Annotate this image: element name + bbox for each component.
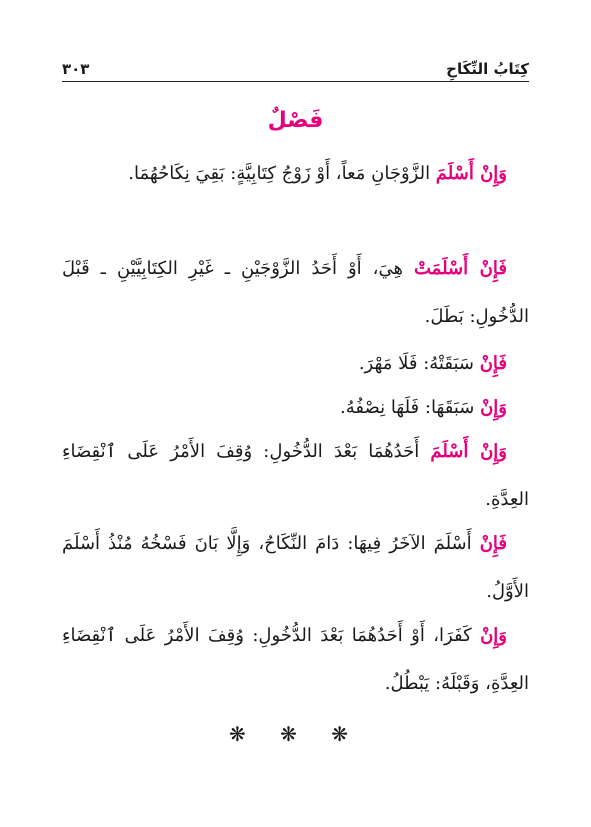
paragraph	[62, 428, 529, 524]
paragraph	[62, 340, 529, 388]
paragraph	[62, 384, 529, 432]
paragraph	[62, 150, 529, 198]
paragraph-keyword: وَإِنْ	[480, 625, 507, 646]
paragraph-text: هِيَ، أَوْ أَحَدُ الزَّوْجَيْنِ ـ غَيْرِ الكِتَابِيَّيْنِ ـ قَبْلَ الدُّخُولِ: بَطَلَ.	[62, 258, 529, 327]
paragraph-keyword: وَإِنْ أَسْلَمَ	[430, 441, 507, 462]
paragraph-text: أَسْلَمَ الآخَرُ فِيهَا: دَامَ النِّكَاحُ، وَإِلَّا بَانَ فَسْخُهُ مُنْذُ أَسْلَمَ الأَوَّلُ.	[62, 533, 529, 602]
section-end-ornament: ❋ ❋ ❋	[229, 722, 362, 746]
paragraph-text: سَبَقَتْهُ: فَلَا مَهْرَ.	[358, 353, 480, 374]
paragraph-text: أَحَدُهُمَا بَعْدَ الدُّخُولِ: وُقِفَ الأَمْرُ عَلَى ٱنْقِضَاءِ العِدَّةِ.	[62, 441, 529, 510]
section-heading: فَصْلٌ	[267, 108, 324, 133]
page-number: ٣٠٣	[62, 60, 90, 78]
book-title: كِتَابُ النِّكَاحِ	[446, 60, 529, 78]
paragraph-text: سَبَقَهَا: فَلَهَا نِصْفُهُ.	[340, 397, 481, 418]
paragraph-text: الزَّوْجَانِ مَعاً، أَوْ زَوْجُ كِتَابِيَّةٍ: بَقِيَ نِكَاحُهُمَا.	[128, 163, 436, 184]
paragraph	[62, 245, 529, 341]
running-head	[62, 52, 529, 82]
paragraph-keyword: وَإِنْ أَسْلَمَ	[435, 163, 507, 184]
paragraph-keyword: فَإِنْ	[479, 533, 507, 554]
paragraph-text: كَفَرَا، أَوْ أَحَدُهُمَا بَعْدَ الدُّخُولِ: وُقِفَ الأَمْرُ عَلَى ٱنْقِضَاءِ العِدَّةِ، وَقَبْلَهُ: يَبْطُلُ.	[62, 625, 529, 694]
paragraph-keyword: وَإِنْ	[480, 397, 507, 418]
paragraph	[62, 612, 529, 708]
paragraph	[62, 520, 529, 616]
paragraph-keyword: فَإِنْ	[479, 353, 507, 374]
paragraph-keyword: فَإِنْ أَسْلَمَتْ	[414, 258, 507, 279]
